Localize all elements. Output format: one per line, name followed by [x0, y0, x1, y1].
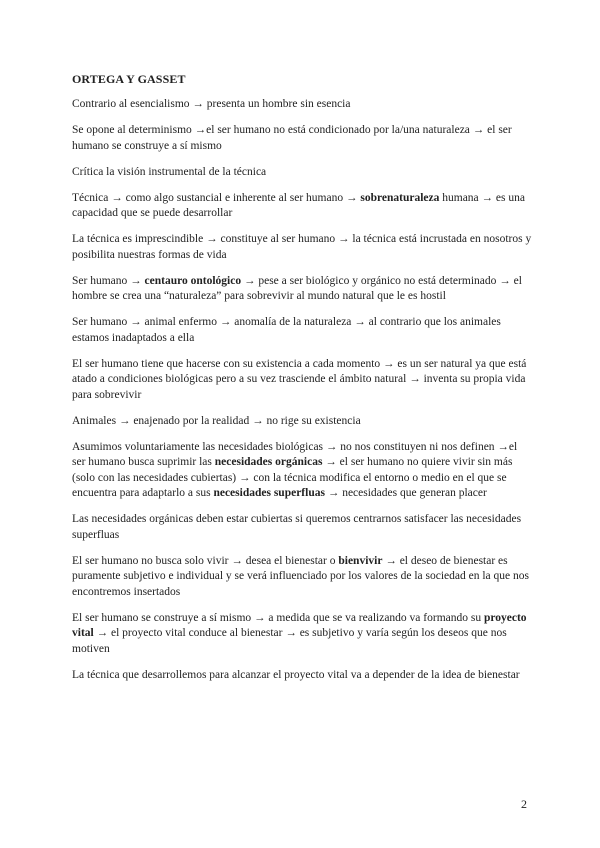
paragraph	[72, 315, 532, 346]
text-run: humana → es una capacidad que se puede desarrollar	[72, 191, 525, 219]
bold-term: necesidades superfluas	[213, 487, 325, 499]
text-run: → pese a ser biológico y orgánico no está determinado → el hombre se crea una “naturaleza” para sobrevivir al mundo natural que le es hostil	[72, 274, 522, 302]
bold-term: proyecto vital	[72, 611, 527, 639]
paragraph	[72, 191, 532, 222]
paragraph	[72, 611, 532, 658]
paragraph	[72, 512, 532, 543]
document-title: ORTEGA Y GASSET	[72, 72, 186, 86]
text-run: La técnica que desarrollemos para alcanzar el proyecto vital va a depender de la idea de bienestar	[72, 668, 520, 681]
text-run: Contrario al esencialismo → presenta un hombre sin esencia	[72, 98, 351, 110]
text-run: El ser humano tiene que hacerse con su existencia a cada momento → es un ser natural ya que está atado a condiciones biológicas pero a su vez trasciende el ámbito natural → inventa su propia vida para sobrevivir	[72, 357, 527, 401]
paragraph	[72, 357, 532, 404]
bold-term: centauro ontológico	[144, 274, 242, 287]
paragraph	[72, 165, 532, 181]
bold-term: bienvivir	[338, 554, 383, 567]
text-run: Crítica la visión instrumental de la técnica	[72, 165, 267, 178]
paragraph	[72, 232, 532, 263]
paragraph	[72, 440, 532, 502]
text-run: Animales → enajenado por la realidad → no rige su existencia	[72, 414, 361, 427]
text-run: El ser humano se construye a sí mismo → a medida que se va realizando va formando su	[72, 611, 484, 624]
text-run: → el proyecto vital conduce al bienestar → es subjetivo y varía según los deseos que nos motiven	[72, 627, 507, 655]
text-run: Se opone al determinismo →el ser humano no está condicionado por la/una naturaleza → el ser humano se construye a sí mismo	[72, 124, 512, 152]
text-run: Las necesidades orgánicas deben estar cubiertas si queremos centrarnos satisfacer las necesidades superfluas	[72, 513, 522, 541]
paragraph	[72, 414, 532, 430]
text-run: → necesidades que generan placer	[324, 487, 487, 499]
paragraph	[72, 668, 532, 684]
paragraph	[72, 97, 532, 113]
paragraph	[72, 554, 532, 601]
text-run: → el ser humano no quiere vivir sin más (solo con las necesidades cubiertas) → con la técnica modifica el entorno o medio en el que se encuentra para adaptarlo a sus	[72, 456, 513, 499]
text-run: Asumimos voluntariamente las necesidades biológicas → no nos constituyen ni nos definen →el ser humano busca suprimir las	[72, 440, 518, 468]
text-run: → el deseo de bienestar es puramente subjetivo e individual y se verá influenciado por los valores de la sociedad en la que nos encontremos insertados	[72, 554, 529, 598]
text-run: Ser humano → animal enfermo → anomalía de la naturaleza → al contrario que los animales estamos inadaptados a ella	[72, 316, 501, 344]
paragraph	[72, 274, 532, 305]
bold-term: sobrenaturaleza	[360, 191, 440, 204]
page-number: 2	[521, 797, 527, 811]
text-run: Ser humano →	[72, 274, 145, 287]
page-content	[72, 72, 532, 694]
text-run: Técnica → como algo sustancial e inherente al ser humano →	[72, 191, 361, 204]
bold-term: necesidades orgánicas	[214, 456, 323, 468]
text-run: La técnica es imprescindible → constituye al ser humano → la técnica está incrustada en nosotros y posibilita nuestras formas de vida	[72, 233, 532, 261]
paragraph	[72, 123, 532, 154]
paragraph-list	[72, 97, 532, 683]
text-run: El ser humano no busca solo vivir → desea el bienestar o	[72, 554, 339, 567]
